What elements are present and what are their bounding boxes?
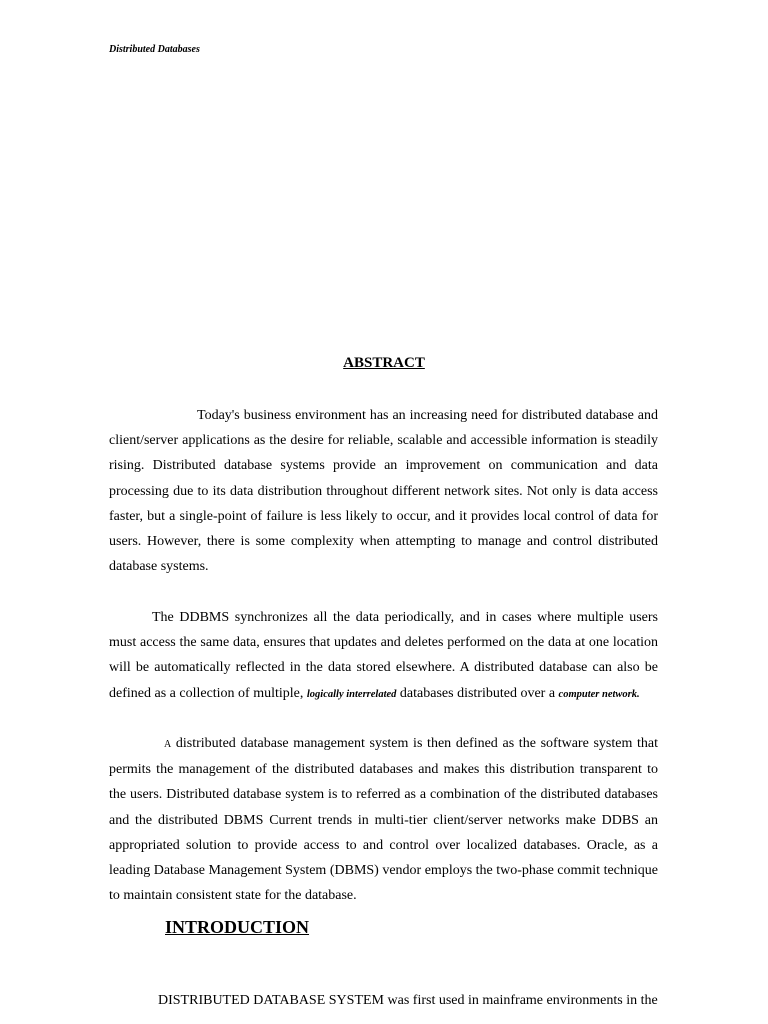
paragraph-text: databases distributed over a	[396, 685, 559, 701]
introduction-heading: INTRODUCTION	[165, 917, 310, 937]
introduction-paragraph-1: DISTRIBUTED DATABASE SYSTEM was first used in mainframe environments in the	[158, 993, 658, 1008]
emphasis-logically-interrelated: logically interrelated	[306, 688, 397, 700]
abstract-paragraph-1: Today's business environment has an increasing need for distributed database and client/server applications as the desire for reliable, scalable and accessible information is steadily rising. Distributed database systems provide an improvement on communication and data processing due to its data distribution throughout different network sites. Not only is data access faster, but a single-point of failure is less likely to occur, and it provides local control of data for users. However, there is some complexity when attempting to manage and control distributed database systems.	[109, 408, 658, 575]
abstract-heading: ABSTRACT	[343, 355, 425, 371]
running-header: Distributed Databases	[109, 44, 200, 55]
paragraph-text: distributed database management system is then defined as the software system that permits the management of the distributed databases and makes this distribution transparent to the users. Distributed database system is to referred as a combination of the distributed databases and the distributed DBMS Current trends in multi-tier client/server networks make DDBS an appropriated solution to provide access to and control over localized databases. Oracle, as a leading Database Management System (DBMS) vendor employs the two-phase commit technique to maintain consistent state for the database.	[109, 736, 658, 904]
paragraph-text: The DDBMS synchronizes all the data periodically, and in cases where multiple users must access the same data, ensures that updates and deletes performed on the data at one location will be automatically reflected in the data stored elsewhere. A distributed database can also be defined as a collection of multiple,	[109, 610, 658, 701]
emphasis-computer-network: computer network.	[558, 688, 640, 700]
abstract-paragraph-2	[109, 605, 658, 707]
lead-letter: A	[164, 739, 172, 750]
abstract-paragraph-3	[109, 731, 658, 908]
